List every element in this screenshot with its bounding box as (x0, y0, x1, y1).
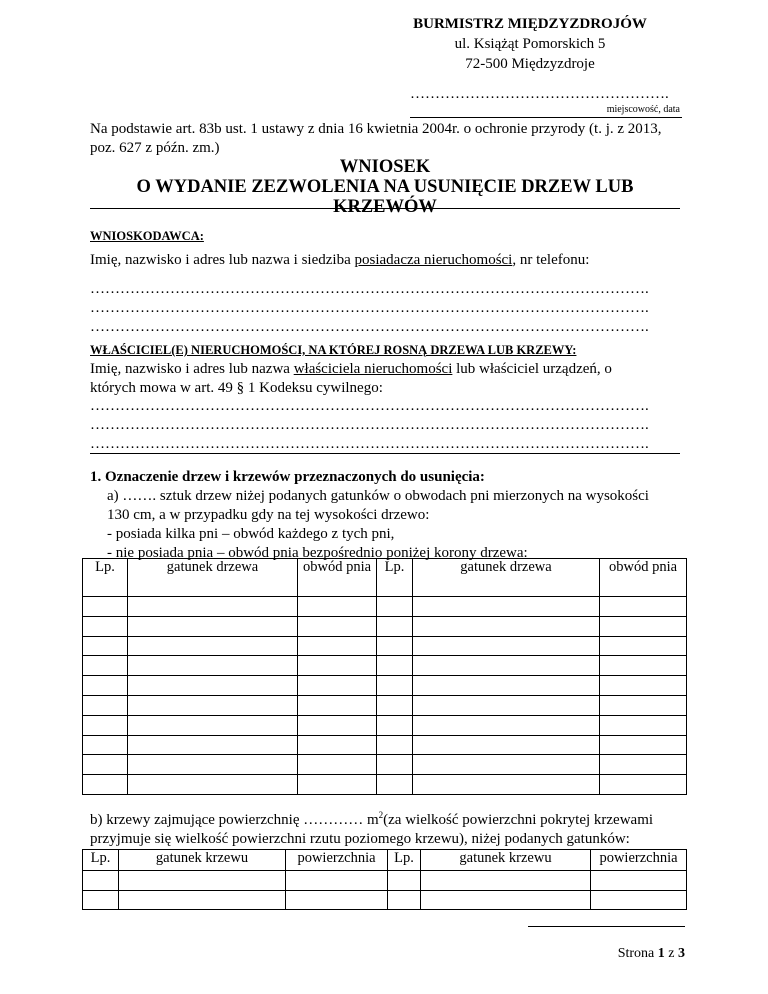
trees-table-cell[interactable] (298, 735, 377, 755)
trees-description (107, 487, 697, 563)
trees-table-cell[interactable] (377, 636, 413, 656)
trees-col-species-2: gatunek drzewa (413, 559, 600, 597)
trees-table-cell[interactable] (600, 755, 687, 775)
shrubs-col-species: gatunek krzewu (119, 850, 286, 871)
trees-table-cell[interactable] (377, 695, 413, 715)
trees-table-row (83, 656, 687, 676)
shrubs-area-text: b) krzewy zajmujące powierzchnię ………… m (90, 812, 379, 828)
trees-table-row (83, 775, 687, 795)
shrubs-table-header (83, 850, 687, 871)
shrubs-col-area: powierzchnia (286, 850, 388, 871)
trees-table-cell[interactable] (600, 676, 687, 696)
shrubs-table-row (83, 890, 687, 910)
applicant-line-1[interactable]: …………………………………………………………………………………………………. (90, 281, 649, 297)
trees-line-3: - posiada kilka pni – obwód każdego z tych pni, (107, 526, 395, 542)
owner-heading: WŁAŚCICIEL(E) NIERUCHOMOŚCI, NA KTÓREJ ROSNĄ DRZEWA LUB KRZEWY: (90, 343, 577, 357)
trees-table-cell[interactable] (413, 597, 600, 617)
trees-table-cell[interactable] (377, 656, 413, 676)
trees-table-cell[interactable] (298, 715, 377, 735)
trees-line-4: - nie posiada pnia – obwód pnia bezpośrednio poniżej korony drzewa: (107, 545, 528, 561)
applicant-line-2[interactable]: …………………………………………………………………………………………………. (90, 300, 649, 316)
trees-table-row (83, 695, 687, 715)
section-1-heading: 1. Oznaczenie drzew i krzewów przeznaczonych do usunięcia: (90, 469, 485, 485)
shrubs-area-unit-exp: 2 (378, 810, 384, 820)
trees-table-cell[interactable] (377, 735, 413, 755)
trees-table-cell[interactable] (83, 656, 128, 676)
trees-table-row (83, 755, 687, 775)
shrubs-table-row (83, 871, 687, 891)
applicant-line-3[interactable]: …………………………………………………………………………………………………. (90, 319, 649, 335)
trees-table-cell[interactable] (298, 695, 377, 715)
trees-table-cell[interactable] (128, 695, 298, 715)
owner-line-1[interactable]: …………………………………………………………………………………………………. (90, 398, 649, 414)
trees-table-row (83, 616, 687, 636)
trees-table-cell[interactable] (377, 755, 413, 775)
trees-table-cell[interactable] (128, 616, 298, 636)
authority-street: ul. Książąt Pomorskich 5 (454, 36, 606, 52)
page-label: Strona (617, 946, 658, 961)
shrubs-table-cell[interactable] (286, 890, 388, 910)
trees-table-cell[interactable] (83, 616, 128, 636)
trees-table-cell[interactable] (377, 676, 413, 696)
trees-table-cell[interactable] (413, 735, 600, 755)
shrubs-table-cell[interactable] (421, 890, 591, 910)
trees-col-species: gatunek drzewa (128, 559, 298, 597)
trees-table-cell[interactable] (83, 775, 128, 795)
trees-table-cell[interactable] (600, 735, 687, 755)
shrubs-table-cell[interactable] (591, 871, 687, 891)
trees-table-cell[interactable] (128, 775, 298, 795)
shrubs-table-cell[interactable] (388, 890, 421, 910)
trees-table-cell[interactable] (298, 755, 377, 775)
trees-table-cell[interactable] (413, 676, 600, 696)
trees-table-cell[interactable] (413, 636, 600, 656)
trees-table-cell[interactable] (600, 715, 687, 735)
owner-description (90, 360, 690, 379)
trees-table-row (83, 676, 687, 696)
page-number (528, 946, 685, 962)
trees-table-cell[interactable] (128, 597, 298, 617)
trees-table-row (83, 597, 687, 617)
owner-term: właściciela nieruchomości (293, 361, 453, 377)
legal-basis: Na podstawie art. 83b ust. 1 ustawy z dnia 16 kwietnia 2004r. o ochronie przyrody (t. j. z 2013, poz. 627 z późn. zm.) (90, 121, 662, 156)
shrubs-table-cell[interactable] (83, 871, 119, 891)
trees-table-cell[interactable] (83, 735, 128, 755)
title-line-3: KRZEWÓW (333, 197, 437, 217)
trees-col-circumference: obwód pnia (298, 559, 377, 597)
owner-description-line-2: których mowa w art. 49 § 1 Kodeksu cywilnego: (90, 380, 383, 396)
trees-table-row (83, 636, 687, 656)
trees-table-cell[interactable] (83, 695, 128, 715)
place-date-field[interactable]: ……………………………………………. (410, 86, 669, 102)
trees-col-circumference-2: obwód pnia (600, 559, 687, 597)
trees-table-cell[interactable] (413, 775, 600, 795)
owner-text-start: Imię, nazwisko i adres lub nazwa (90, 361, 294, 377)
shrubs-table-cell[interactable] (421, 871, 591, 891)
trees-table-cell[interactable] (377, 775, 413, 795)
trees-table-cell[interactable] (298, 636, 377, 656)
trees-table-cell[interactable] (298, 676, 377, 696)
shrubs-table-cell[interactable] (286, 871, 388, 891)
shrubs-col-species-2: gatunek krzewu (421, 850, 591, 871)
authority-city: 72-500 Międzyzdroje (465, 56, 595, 72)
page-of: z (664, 946, 678, 961)
trees-table-cell[interactable] (413, 755, 600, 775)
title-line-2: O WYDANIE ZEZWOLENIA NA USUNIĘCIE DRZEW LUB (136, 177, 634, 197)
trees-line-2: 130 cm, a w przypadku gdy na tej wysokości drzewo: (107, 507, 430, 523)
shrubs-table-cell[interactable] (591, 890, 687, 910)
trees-table-cell[interactable] (298, 616, 377, 636)
trees-table-cell[interactable] (600, 616, 687, 636)
shrubs-table-cell[interactable] (119, 890, 286, 910)
authority-name: BURMISTRZ MIĘDZYZDROJÓW (413, 16, 647, 32)
trees-table-cell[interactable] (413, 656, 600, 676)
trees-table-cell[interactable] (600, 656, 687, 676)
shrubs-table-cell[interactable] (388, 871, 421, 891)
trees-table-cell[interactable] (83, 636, 128, 656)
applicant-heading: WNIOSKODAWCA: (90, 229, 204, 243)
authority-address (380, 14, 680, 74)
trees-table-cell[interactable] (83, 597, 128, 617)
trees-table-cell[interactable] (128, 735, 298, 755)
date-underline (410, 117, 682, 118)
trees-table-row (83, 735, 687, 755)
place-date-caption: miejscowość, data (606, 104, 680, 115)
trees-table-cell[interactable] (128, 656, 298, 676)
trees-table-cell[interactable] (377, 715, 413, 735)
trees-table-cell[interactable] (413, 616, 600, 636)
page-current: 1 (657, 946, 665, 961)
shrubs-line-2: przyjmuje się wielkość powierzchni rzutu poziomego krzewu), niżej podanych gatunków: (90, 831, 630, 847)
shrubs-table-cell[interactable] (119, 871, 286, 891)
trees-table-cell[interactable] (377, 597, 413, 617)
trees-table-cell[interactable] (298, 597, 377, 617)
trees-table-cell[interactable] (377, 616, 413, 636)
owner-divider (90, 453, 680, 454)
shrubs-col-lp-2: Lp. (388, 850, 421, 871)
applicant-description (90, 252, 690, 269)
trees-table-header (83, 559, 687, 597)
shrubs-table (82, 849, 687, 910)
trees-col-lp-2: Lp. (377, 559, 413, 597)
shrubs-table-cell[interactable] (83, 890, 119, 910)
trees-table-cell[interactable] (128, 636, 298, 656)
applicant-text-end: , nr telefonu: (512, 252, 590, 268)
trees-table-cell[interactable] (413, 695, 600, 715)
applicant-holder-term: posiadacza nieruchomości (354, 252, 513, 268)
trees-table-cell[interactable] (298, 775, 377, 795)
trees-table-cell[interactable] (128, 755, 298, 775)
shrubs-description (90, 806, 690, 849)
owner-line-3[interactable]: …………………………………………………………………………………………………. (90, 436, 649, 452)
owner-line-2[interactable]: …………………………………………………………………………………………………. (90, 417, 649, 433)
trees-table-cell[interactable] (83, 755, 128, 775)
trees-table-cell[interactable] (600, 695, 687, 715)
trees-table-cell[interactable] (83, 715, 128, 735)
trees-table (82, 558, 687, 795)
trees-table-cell[interactable] (413, 715, 600, 735)
trees-table-cell[interactable] (128, 676, 298, 696)
page-total: 3 (678, 946, 685, 961)
shrubs-line-1 (90, 806, 690, 830)
shrubs-col-area-2: powierzchnia (591, 850, 687, 871)
trees-table-cell[interactable] (600, 775, 687, 795)
title-divider (90, 208, 680, 209)
trees-table-cell[interactable] (83, 676, 128, 696)
applicant-text-start: Imię, nazwisko i adres lub nazwa i siedziba (90, 252, 355, 268)
owner-text-end: lub właściciel urządzeń, o (452, 361, 612, 377)
shrubs-area-note: (za wielkość powierzchni pokrytej krzewami (383, 812, 654, 828)
trees-table-cell[interactable] (600, 597, 687, 617)
trees-col-lp: Lp. (83, 559, 128, 597)
trees-table-row (83, 715, 687, 735)
trees-line-1: a) ……. sztuk drzew niżej podanych gatunków o obwodach pni mierzonych na wysokości (107, 488, 649, 504)
title-line-1: WNIOSEK (339, 157, 431, 177)
trees-table-cell[interactable] (298, 656, 377, 676)
trees-table-cell[interactable] (600, 636, 687, 656)
shrubs-col-lp: Lp. (83, 850, 119, 871)
trees-table-cell[interactable] (128, 715, 298, 735)
footer-divider (528, 926, 685, 927)
